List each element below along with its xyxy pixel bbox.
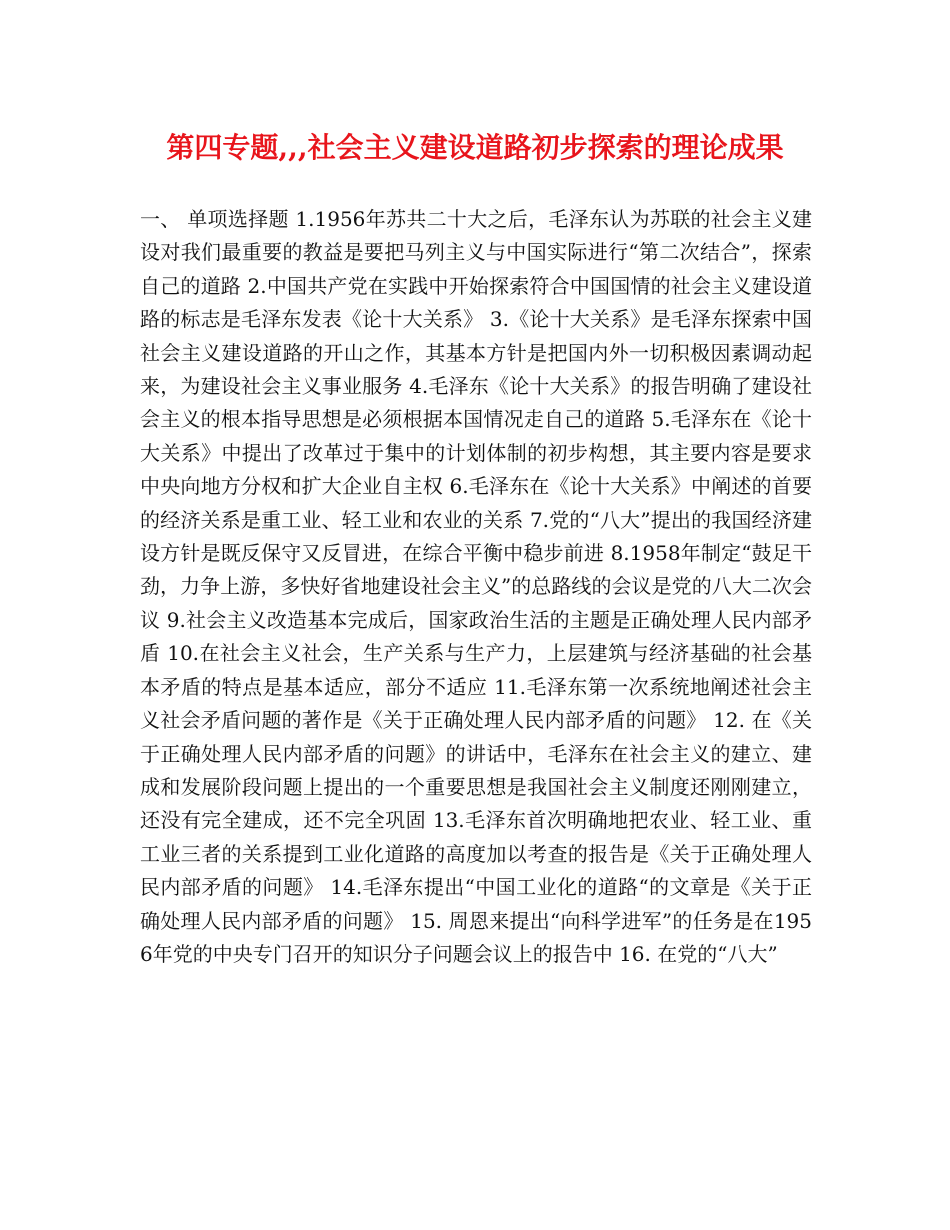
document-body-text: 一、 单项选择题 1.1956年苏共二十大之后，毛泽东认为苏联的社会主义建设对我们最重要的教益是要把马列主义与中国实际进行“第二次结合”，探索自己的道路 2.中国共产党在实践中开始探索符合中国国情的社会主义建设道路的标志是毛泽东发表《论十大关系》 3.《论十大关系》是毛泽东探索中国社会主义建设道路的开山之作，其基本方针是把国内外一切积极因素调动起来，为建设社会主义事业服务 4.毛泽东《论十大关系》的报告明确了建设社会主义的根本指导思想是必须根据本国情况走自己的道路 5.毛泽东在《论十大关系》中提出了改革过于集中的计划体制的初步构想，其主要内容是要求中央向地方分权和扩大企业自主权 6.毛泽东在《论十大关系》中阐述的首要的经济关系是重工业、轻工业和农业的关系 7.党的“八大”提出的我国经济建设方针是既反保守又反冒进，在综合平衡中稳步前进 8.1958年制定“鼓足干劲，力争上游，多快好省地建设社会主义”的总路线的会议是党的八大二次会议 9.社会主义改造基本完成后，国家政治生活的主题是正确处理人民内部矛盾 10.在社会主义社会，生产关系与生产力，上层建筑与经济基础的社会基本矛盾的特点是基本适应，部分不适应 11.毛泽东第一次系统地阐述社会主义社会矛盾问题的著作是《关于正确处理人民内部矛盾的问题》 12. 在《关于正确处理人民内部矛盾的问题》的讲话中，毛泽东在社会主义的建立、建成和发展阶段问题上提出的一个重要思想是我国社会主义制度还刚刚建立，还没有完全建成，还不完全巩固 13.毛泽东首次明确地把农业、轻工业、重工业三者的关系提到工业化道路的高度加以考查的报告是《关于正确处理人民内部矛盾的问题》 14.毛泽东提出“中国工业化的道路“的文章是《关于正确处理人民内部矛盾的问题》 15. 周恩来提出“向科学进军”的任务是在1956年党的中央专门召开的知识分子问题会议上的报告中 16. 在党的“八大” xyxy=(140,207,812,966)
document-title: 第四专题,,,社会主义建设道路初步探索的理论成果 xyxy=(166,131,784,164)
